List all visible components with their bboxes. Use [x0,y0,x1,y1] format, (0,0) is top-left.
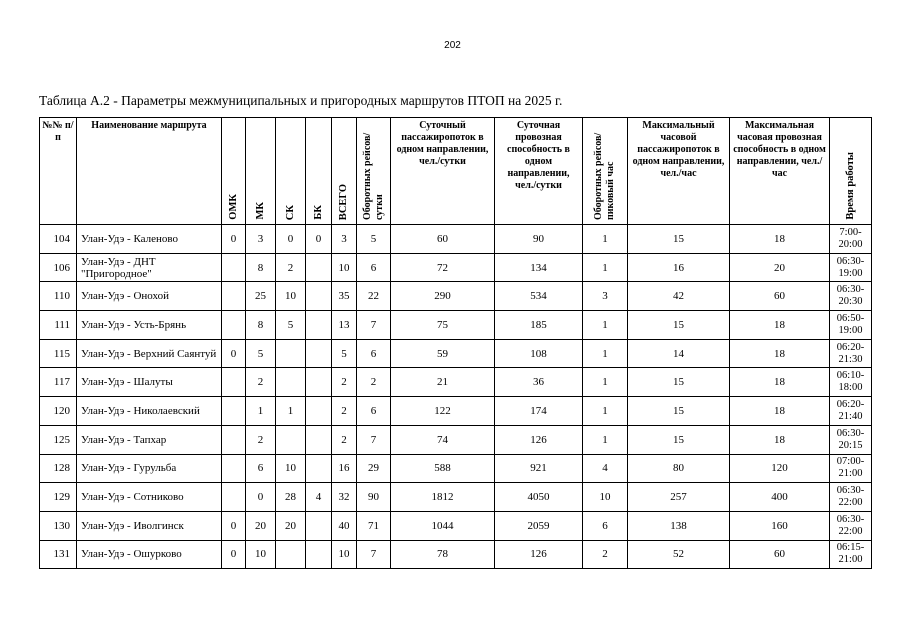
routes-table [39,117,872,569]
cell-pass-day: 1812 [391,483,495,512]
cell-sk: 10 [276,282,306,311]
cell-name: Улан-Удэ - Николаевский [77,397,222,426]
header-cap-hour: Максимальная часовая провозная способность в одном направлении, чел./час [730,118,830,225]
table-row [40,368,872,397]
cell-name: Улан-Удэ - Ошурково [77,540,222,569]
cell-mk: 10 [246,540,276,569]
cell-num: 111 [40,311,77,340]
cell-name: Улан-Удэ - Иволгинск [77,511,222,540]
cell-hours: 06:10-18:00 [830,368,872,397]
cell-mk: 0 [246,483,276,512]
cell-omk: 0 [222,225,246,254]
cell-hours: 06:15-21:00 [830,540,872,569]
cell-cap-hour: 18 [730,225,830,254]
cell-cap-hour: 18 [730,397,830,426]
cell-trips-day: 7 [357,311,391,340]
cell-omk [222,282,246,311]
header-mk-text: МК [254,202,266,220]
page-number: 202 [444,40,461,51]
cell-trips-peak: 3 [583,282,628,311]
cell-cap-day: 108 [495,339,583,368]
cell-hours: 7:00-20:00 [830,225,872,254]
cell-pass-day: 78 [391,540,495,569]
cell-total: 10 [332,540,357,569]
cell-pass-hour: 16 [628,253,730,282]
table-row [40,339,872,368]
cell-omk [222,425,246,454]
cell-name: Улан-Удэ - Онохой [77,282,222,311]
table-caption: Таблица А.2 - Параметры межмуниципальных и пригородных маршрутов ПТОП на 2025 г. [39,93,563,108]
cell-num: 131 [40,540,77,569]
cell-num: 129 [40,483,77,512]
cell-cap-hour: 18 [730,368,830,397]
cell-trips-peak: 1 [583,425,628,454]
header-mk [246,118,276,225]
header-num: №№ п/п [40,118,77,225]
header-bk [306,118,332,225]
cell-bk [306,397,332,426]
cell-sk [276,540,306,569]
table-row [40,511,872,540]
cell-sk [276,425,306,454]
header-sk [276,118,306,225]
cell-cap-day: 134 [495,253,583,282]
cell-cap-day: 534 [495,282,583,311]
cell-mk: 2 [246,368,276,397]
cell-cap-day: 126 [495,425,583,454]
cell-pass-hour: 14 [628,339,730,368]
cell-total: 16 [332,454,357,483]
header-hours [830,118,872,225]
header-cap-day: Суточная провозная способность в одном направлении, чел./сутки [495,118,583,225]
cell-num: 104 [40,225,77,254]
cell-total: 40 [332,511,357,540]
cell-mk: 25 [246,282,276,311]
cell-num: 117 [40,368,77,397]
header-omk-text: ОМК [227,194,239,220]
table-row [40,253,872,282]
cell-cap-day: 36 [495,368,583,397]
cell-mk: 3 [246,225,276,254]
cell-hours: 06:30-22:00 [830,483,872,512]
cell-hours: 06:30-19:00 [830,253,872,282]
cell-cap-hour: 160 [730,511,830,540]
cell-sk: 1 [276,397,306,426]
cell-cap-hour: 120 [730,454,830,483]
cell-total: 2 [332,397,357,426]
cell-trips-peak: 1 [583,311,628,340]
cell-pass-hour: 257 [628,483,730,512]
cell-bk [306,368,332,397]
cell-trips-peak: 1 [583,397,628,426]
cell-sk: 0 [276,225,306,254]
cell-omk [222,253,246,282]
cell-trips-day: 71 [357,511,391,540]
cell-sk [276,368,306,397]
header-bk-text: БК [312,205,324,220]
cell-hours: 06:50-19:00 [830,311,872,340]
cell-pass-day: 1044 [391,511,495,540]
cell-pass-day: 74 [391,425,495,454]
cell-hours: 06:30-20:30 [830,282,872,311]
header-pass-hour: Максимальный часовой пассажиропоток в одном направлении, чел./час [628,118,730,225]
cell-cap-hour: 20 [730,253,830,282]
cell-cap-hour: 18 [730,425,830,454]
cell-pass-day: 72 [391,253,495,282]
cell-omk [222,454,246,483]
cell-omk [222,483,246,512]
cell-omk: 0 [222,511,246,540]
cell-trips-peak: 10 [583,483,628,512]
cell-pass-day: 290 [391,282,495,311]
cell-hours: 06:20-21:40 [830,397,872,426]
cell-pass-day: 21 [391,368,495,397]
cell-sk: 5 [276,311,306,340]
cell-name: Улан-Удэ - Гурульба [77,454,222,483]
cell-cap-day: 2059 [495,511,583,540]
cell-bk [306,253,332,282]
cell-bk: 0 [306,225,332,254]
cell-cap-hour: 60 [730,540,830,569]
table-row [40,483,872,512]
cell-pass-day: 75 [391,311,495,340]
header-pass-day: Суточный пассажиропоток в одном направлении, чел./сутки [391,118,495,225]
cell-trips-day: 90 [357,483,391,512]
cell-sk [276,339,306,368]
cell-cap-day: 90 [495,225,583,254]
cell-total: 2 [332,425,357,454]
table-row [40,397,872,426]
cell-name: Улан-Удэ - ДНТ "Пригородное" [77,253,222,282]
table-row [40,540,872,569]
cell-pass-hour: 15 [628,368,730,397]
cell-pass-hour: 138 [628,511,730,540]
cell-bk [306,339,332,368]
cell-bk [306,454,332,483]
cell-omk: 0 [222,540,246,569]
cell-name: Улан-Удэ - Тапхар [77,425,222,454]
cell-bk [306,311,332,340]
cell-pass-day: 59 [391,339,495,368]
header-trips-day-text: Оборотных рейсов/сутки [361,132,385,220]
cell-num: 128 [40,454,77,483]
cell-num: 130 [40,511,77,540]
cell-total: 3 [332,225,357,254]
header-total-text: ВСЕГО [338,183,349,220]
cell-mk: 8 [246,253,276,282]
cell-total: 2 [332,368,357,397]
cell-hours: 07:00-21:00 [830,454,872,483]
cell-trips-peak: 1 [583,339,628,368]
cell-name: Улан-Удэ - Каленово [77,225,222,254]
cell-mk: 2 [246,425,276,454]
table-row [40,425,872,454]
table-row [40,454,872,483]
cell-pass-hour: 80 [628,454,730,483]
cell-omk: 0 [222,339,246,368]
cell-mk: 1 [246,397,276,426]
cell-mk: 6 [246,454,276,483]
cell-trips-day: 5 [357,225,391,254]
table-row [40,311,872,340]
cell-cap-day: 174 [495,397,583,426]
cell-pass-hour: 15 [628,397,730,426]
cell-total: 32 [332,483,357,512]
cell-pass-hour: 52 [628,540,730,569]
cell-trips-peak: 6 [583,511,628,540]
cell-cap-day: 4050 [495,483,583,512]
cell-pass-day: 122 [391,397,495,426]
cell-num: 120 [40,397,77,426]
cell-trips-day: 22 [357,282,391,311]
cell-trips-peak: 4 [583,454,628,483]
header-omk [222,118,246,225]
cell-mk: 8 [246,311,276,340]
header-trips-peak-text: Оборотных рейсов/ пиковый час [593,132,616,220]
cell-pass-hour: 15 [628,311,730,340]
cell-bk [306,425,332,454]
cell-trips-peak: 1 [583,225,628,254]
cell-cap-hour: 18 [730,339,830,368]
header-sk-text: СК [284,204,296,220]
header-row [40,118,872,225]
cell-sk: 28 [276,483,306,512]
cell-bk [306,540,332,569]
cell-hours: 06:30-22:00 [830,511,872,540]
cell-omk [222,368,246,397]
cell-hours: 06:20-21:30 [830,339,872,368]
cell-name: Улан-Удэ - Усть-Брянь [77,311,222,340]
cell-trips-day: 6 [357,397,391,426]
cell-cap-day: 126 [495,540,583,569]
cell-omk [222,397,246,426]
header-name: Наименование маршрута [77,118,222,225]
cell-trips-day: 6 [357,339,391,368]
table-row [40,282,872,311]
cell-cap-day: 921 [495,454,583,483]
cell-name: Улан-Удэ - Сотниково [77,483,222,512]
cell-trips-day: 6 [357,253,391,282]
cell-bk [306,282,332,311]
cell-total: 13 [332,311,357,340]
cell-trips-day: 7 [357,540,391,569]
cell-bk [306,511,332,540]
cell-trips-day: 2 [357,368,391,397]
cell-cap-hour: 400 [730,483,830,512]
header-trips-peak [583,118,628,225]
cell-trips-peak: 2 [583,540,628,569]
cell-num: 106 [40,253,77,282]
cell-trips-peak: 1 [583,253,628,282]
header-trips-day [357,118,391,225]
cell-hours: 06:30-20:15 [830,425,872,454]
cell-mk: 5 [246,339,276,368]
cell-cap-hour: 18 [730,311,830,340]
cell-pass-hour: 42 [628,282,730,311]
cell-name: Улан-Удэ - Верхний Саянтуй [77,339,222,368]
cell-sk: 10 [276,454,306,483]
cell-trips-peak: 1 [583,368,628,397]
cell-name: Улан-Удэ - Шалуты [77,368,222,397]
cell-mk: 20 [246,511,276,540]
cell-num: 125 [40,425,77,454]
cell-cap-hour: 60 [730,282,830,311]
cell-sk: 2 [276,253,306,282]
cell-pass-hour: 15 [628,225,730,254]
header-hours-text: Время работы [844,152,856,220]
cell-pass-day: 60 [391,225,495,254]
cell-total: 35 [332,282,357,311]
cell-num: 110 [40,282,77,311]
cell-trips-day: 29 [357,454,391,483]
cell-total: 10 [332,253,357,282]
cell-pass-hour: 15 [628,425,730,454]
cell-num: 115 [40,339,77,368]
cell-omk [222,311,246,340]
header-total [332,118,357,225]
cell-pass-day: 588 [391,454,495,483]
cell-total: 5 [332,339,357,368]
cell-bk: 4 [306,483,332,512]
table-row [40,225,872,254]
cell-cap-day: 185 [495,311,583,340]
cell-trips-day: 7 [357,425,391,454]
cell-sk: 20 [276,511,306,540]
